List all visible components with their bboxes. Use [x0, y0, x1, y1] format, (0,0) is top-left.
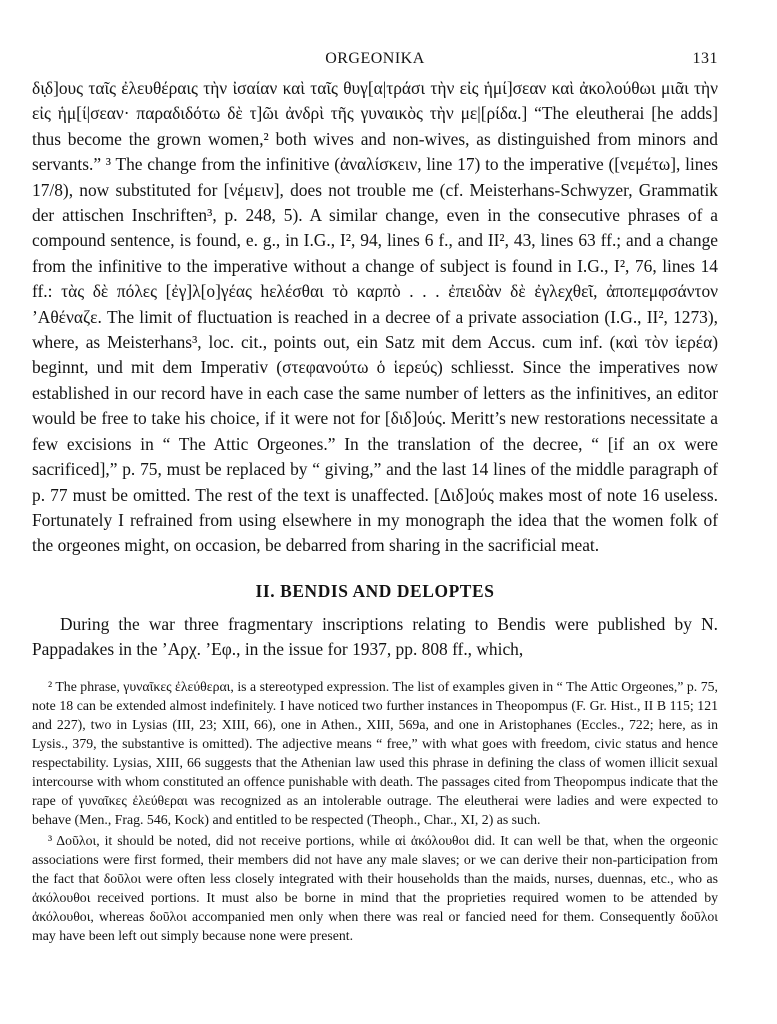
section-paragraph: During the war three fragmentary inscriptions relating to Bendis were published by N. Pappadakes in the ’Αρχ. ’Εφ., in the issue for 1937, pp. 808 ff., which, — [32, 613, 718, 660]
page-number: 131 — [692, 50, 718, 67]
footnotes — [32, 677, 718, 945]
footnote-2: ² The phrase, γυναῖκες ἐλεύθεραι, is a stereotyped expression. The list of examples given in “ The Attic Orgeones,” p. 75, note 18 can be extended almost indefinitely. I have noticed two further instances in Theopompus (F. Gr. Hist., II B 115; 121 and 227), two in Lysias (III, 23; XIII, 66), one in Athen., XIII, 569a, and one in Aristophanes (Eccles., 722; here, as in Lysis., 379, the substantive is omitted). The adjective means “ free,” with what goes with freedom, civic status and hence respectability. Lysias, XIII, 66 suggests that the Athenian law used this phrase in defining the class of women illicit sexual intercourse with whom constituted an offence punishable with death. The passages cited from Theopompus indicate that the rape of γυναῖκες ἐλεύθεραι was recognized as an intolerable outrage. The eleutherai were ladies and were expected to behave (Men., Frag. 546, Kock) and entitled to be respected (Theoph., Char., XI, 2) as such. — [32, 678, 718, 827]
running-title: ORGEONIKA — [325, 50, 425, 67]
main-paragraph: δι̣δ]ους ταῖς ἐλευθέραις τὴν ἰσαίαν καὶ ταῖς θυγ[α|τράσι τὴν εἰς ἡμί]σεαν καὶ ἀκολούθωι μιᾶι τὴν εἰς ἡμ[ί|σεαν· παραδιδότω δὲ τ]ῶι ἀνδρὶ τῆς γυναικὸς τὴν με|[ρίδα.] “The eleutherai [he adds] thus become the grown women,² both wives and non-wives, as distinguished from minors and servants.” ³ The change from the infinitive (ἀναλίσκειν, line 17) to the imperative ([νεμέτω], lines 17/8), now substituted for [νέμειν], does not trouble me (cf. Meisterhans-Schwyzer, Grammatik der attischen Inschriften³, p. 248, 5). A similar change, even in the consecutive phrases of a compound sentence, is found, e. g., in I.G., I², 94, lines 6 f., and II², 43, lines 63 ff.; and a change from the infinitive to the imperative without a change of subject is found in I.G., I², 76, lines 14 ff.: τὰς δὲ πόλες [ἐγ]λ[ο]γέας hελέσθαι τὸ καρπὸ . . . ἐπειδὰν δὲ ἐγλεχθεῖ, ἀποπεμφσάντον ’Αθέναζε. The limit of fluctuation is reached in a decree of a private association (I.G., II², 1273), where, as Meisterhans³, loc. cit., points out, ein Satz mit dem Accus. cum inf. (καὶ τὸν ἱερέα) beginnt, und mit dem Imperativ (στεφανούτω ὁ ἱερεύς) schliesst. Since the imperatives now established in our record have in each case the same number of letters as the infinitives, an editor would be free to take his choice, if it were not for [διδ]ούς. Meritt’s new restorations necessitate a few excisions in “ The Attic Orgeones.” In the translation of the decree, “ [if an ox were sacrificed],” p. 75, must be replaced by “ giving,” and the last 14 lines of the middle paragraph of p. 77 must be omitted. The rest of the text is unaffected. [Διδ]ούς makes most of note 16 useless. Fortunately I refrained from using elsewhere in my monograph the idea that the women folk of the orgeones might, on occasion, be debarred from sharing in the sacrificial meat. — [32, 78, 718, 556]
footnote-3: ³ Δοῦλοι, it should be noted, did not receive portions, while αἱ ἀκόλουθοι did. It can well be that, when the orgeonic associations were first formed, their members did not have any male slaves; or we can derive their non-participation from the fact that δοῦλοι were often less closely integrated with their households than the maids, nurses, duennas, etc., who as ἀκόλουθοι received portions. It must also be borne in mind that the proprieties required women to be attended by ἀκόλουθοι, whereas δοῦλοι accompanied men only when there was real or fancied need for them. Consequently δοῦλοι may have been left out simply because none were present. — [32, 832, 718, 943]
running-head — [32, 50, 718, 76]
book-page — [32, 50, 718, 1016]
section-heading: II. BENDIS AND DELOPTES — [255, 580, 495, 601]
